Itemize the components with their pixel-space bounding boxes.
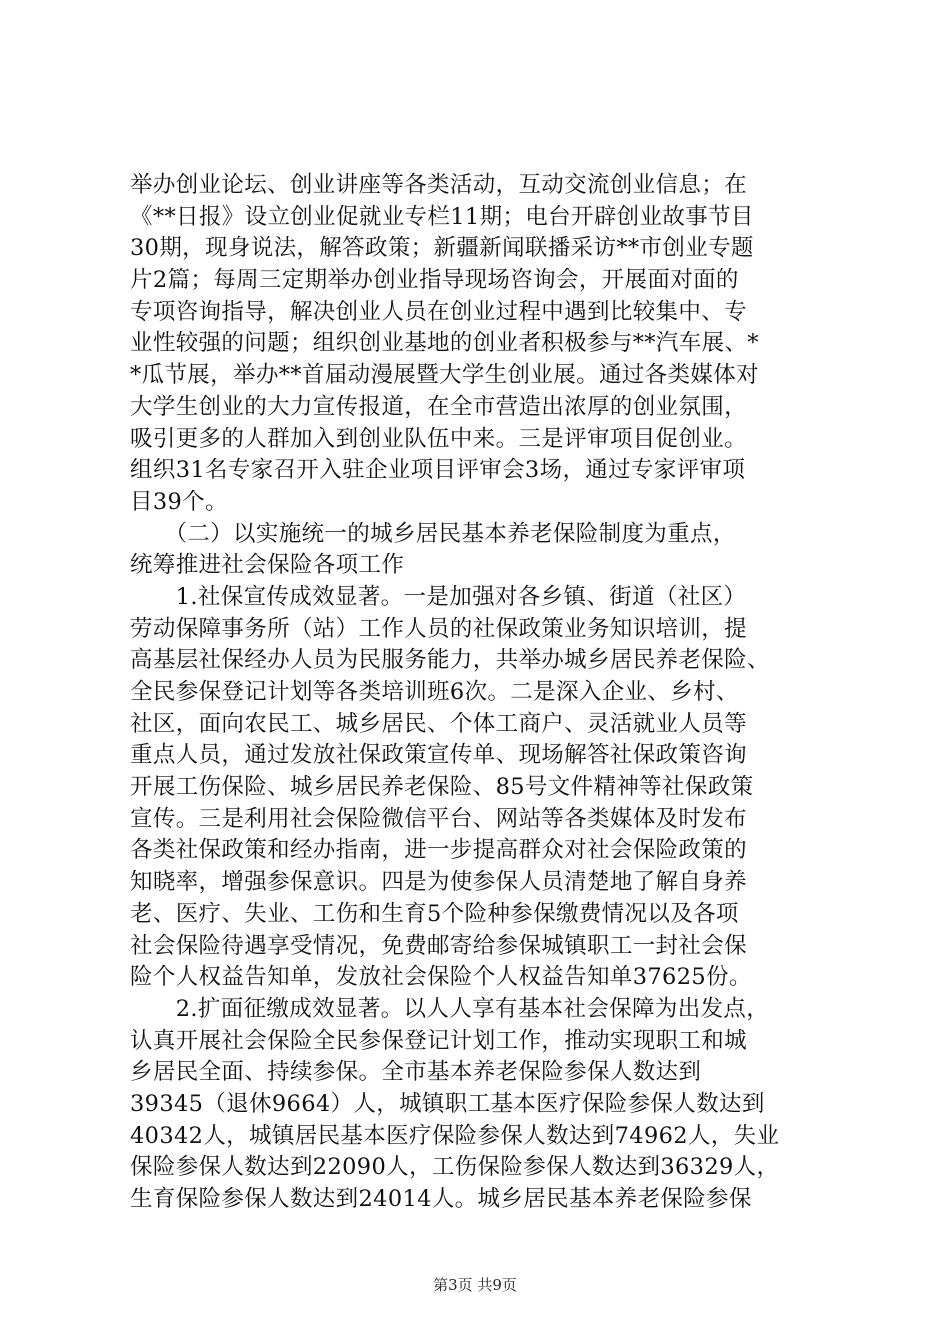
body-line: 片2篇；每周三定期举办创业指导现场咨询会，开展面对面的: [130, 267, 739, 294]
body-line: 生育保险参保人数达到24014人。城乡居民基本养老保险参保: [130, 1186, 752, 1212]
body-line: 乡居民全面、持续参保。全市基本养老保险参保人数达到: [130, 1059, 702, 1086]
body-line: 专项咨询指导，解决创业人员在创业过程中遇到比较集中、专: [130, 298, 747, 325]
body-line: 39345（退休9664）人，城镇职工基本医疗保险参保人数达到: [130, 1090, 765, 1117]
body-line: 1.社保宣传成效显著。一是加强对各乡镇、街道（社区）: [130, 583, 747, 610]
section-heading-line: （二）以实施统一的城乡居民基本养老保险制度为重点，: [130, 520, 736, 547]
body-line: 社区，面向农民工、城乡居民、个体工商户、灵活就业人员等: [130, 710, 747, 737]
body-line: 高基层社保经办人员为民服务能力，共举办城乡居民养老保险、: [130, 647, 770, 674]
body-line: 知晓率，增强参保意识。四是为使参保人员清楚地了解自身养: [130, 869, 747, 896]
body-line: 全民参保登记计划等各类培训班6次。二是深入企业、乡村、: [130, 679, 739, 705]
section-heading-line: 统筹推进社会保险各项工作: [130, 552, 405, 579]
body-line: 组织31名专家召开入驻企业项目评审会3场，通过专家评审项: [130, 457, 746, 484]
body-line: 2.扩面征缴成效显著。以人人享有基本社会保障为出发点，: [130, 995, 770, 1022]
body-line: 重点人员，通过发放社保政策宣传单、现场解答社保政策咨询: [130, 742, 747, 769]
body-line: 险个人权益告知单，发放社会保险个人权益告知单37625份。: [130, 964, 752, 991]
body-line: 保险参保人数达到22090人，工伤保险参保人数达到36329人，: [130, 1154, 780, 1181]
body-line: 社会保险待遇享受情况，免费邮寄给参保城镇职工一封社会保: [130, 932, 747, 959]
body-line: 举办创业论坛、创业讲座等各类活动，互动交流创业信息；在: [130, 172, 747, 198]
body-line: 认真开展社会保险全民参保登记计划工作，推动实现职工和城: [130, 1027, 747, 1054]
body-line: 老、医疗、失业、工伤和生育5个险种参保缴费情况以及各项: [130, 900, 739, 927]
body-line: *瓜节展，举办**首届动漫展暨大学生创业展。通过各类媒体对: [130, 362, 759, 389]
body-line: 劳动保障事务所（站）工作人员的社保政策业务知识培训，提: [130, 615, 747, 642]
body-line: 30期，现身说法，解答政策；新疆新闻联播采访**市创业专题: [130, 235, 754, 262]
body-line: 开展工伤保险、城乡居民养老保险、85号文件精神等社保政策: [130, 774, 754, 801]
body-line: 吸引更多的人群加入到创业队伍中来。三是评审项目促创业。: [130, 425, 747, 452]
body-line: 40342人，城镇居民基本医疗保险参保人数达到74962人，失业: [130, 1122, 780, 1149]
body-line: 各类社保政策和经办指南，进一步提高群众对社会保险政策的: [130, 837, 747, 864]
body-line: 大学生创业的大力宣传报道，在全市营造出浓厚的创业氛围，: [130, 393, 747, 420]
body-line: 宣传。三是利用社会保险微信平台、网站等各类媒体及时发布: [130, 805, 747, 832]
body-line: 目39个。: [130, 488, 228, 515]
page-number-footer: 第3页 共9页: [433, 1276, 517, 1294]
document-body: [130, 170, 830, 1216]
body-line: 《**日报》设立创业促就业专栏11期；电台开辟创业故事节目: [130, 203, 754, 230]
body-line: 业性较强的问题；组织创业基地的创业者积极参与**汽车展、*: [130, 330, 759, 357]
